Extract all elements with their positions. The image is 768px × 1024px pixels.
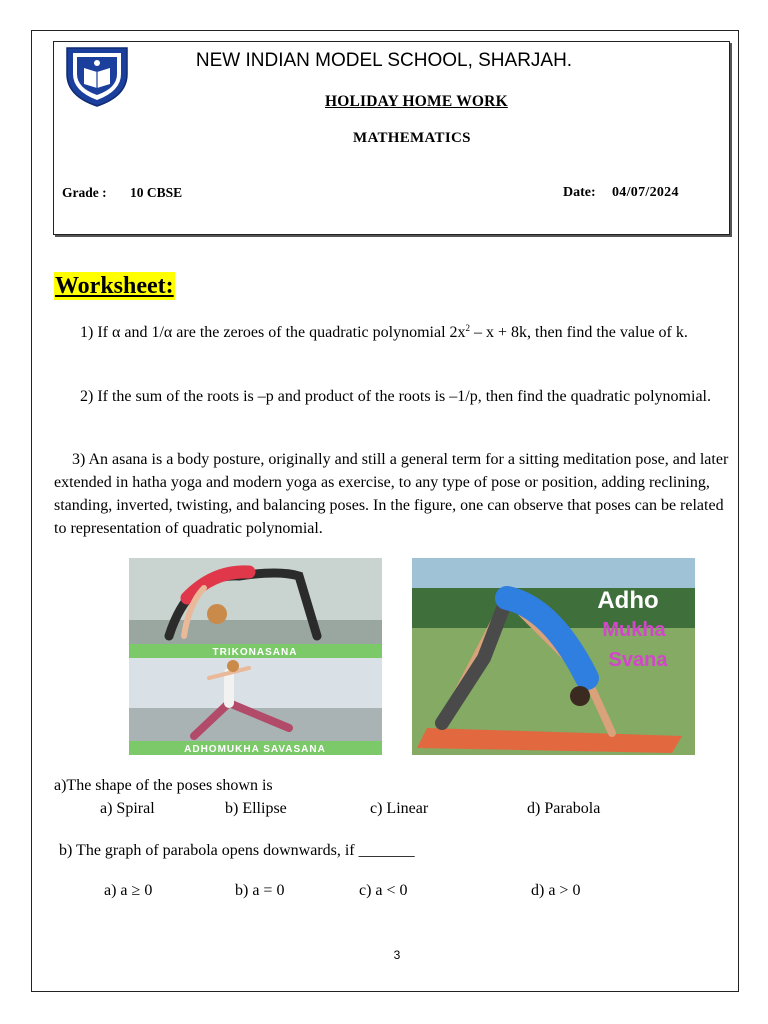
question-a-option-a: a) Spiral	[100, 800, 155, 817]
question-b-stem: b) The graph of parabola opens downwards, if _______	[59, 842, 415, 859]
question-a-option-c: c) Linear	[370, 800, 429, 817]
pose-label-bottom: ADHOMUKHA SAVASANA	[184, 744, 326, 755]
question-b-option-d: d) a > 0	[531, 882, 581, 899]
grade-value: 10 CBSE	[130, 185, 183, 200]
yoga-poses-image-left	[129, 558, 382, 755]
question-a-stem: a)The shape of the poses shown is	[54, 777, 273, 794]
pose-title-line1: Adho	[597, 587, 659, 614]
question-a-option-b: b) Ellipse	[225, 800, 287, 817]
question-3: 3) An asana is a body posture, originally and still a general term for a sitting meditation pose, and later extended in hatha yoga and modern yoga as exercise, to any type of pose or position, adding reclining, standing, inverted, twisting, and balancing poses. In the figure, one can observe that poses can be related to representation of quadratic polynomial.	[54, 451, 729, 537]
worksheet-heading: Worksheet:	[55, 273, 174, 299]
pose-title-line2: Mukha	[602, 619, 666, 641]
yoga-pose-image-right	[412, 558, 695, 755]
date-label: Date:	[563, 185, 596, 200]
question-2: 2) If the sum of the roots is –p and product of the roots is –1/p, then find the quadratic polynomial.	[80, 388, 711, 405]
subject-heading: MATHEMATICS	[353, 130, 471, 146]
date-value: 04/07/2024	[612, 185, 679, 200]
pose-label-top: TRIKONASANA	[212, 647, 298, 658]
question-a-option-d: d) Parabola	[527, 800, 601, 817]
question-1: 1) If α and 1/α are the zeroes of the quadratic polynomial $2x^2 - x + 8k$, then find the value of k.	[80, 323, 688, 341]
pose-title-line3: Svana	[608, 649, 668, 671]
question-b-option-b: b) a = 0	[235, 882, 285, 899]
document-title: HOLIDAY HOME WORK	[325, 93, 508, 110]
grade-label: Grade :	[62, 185, 107, 200]
question-b-option-a: a) a ≥ 0	[104, 882, 153, 899]
question-b-option-c: c) a < 0	[359, 882, 408, 899]
page-number: 3	[393, 948, 401, 962]
school-name: NEW INDIAN MODEL SCHOOL, SHARJAH.	[195, 50, 573, 71]
